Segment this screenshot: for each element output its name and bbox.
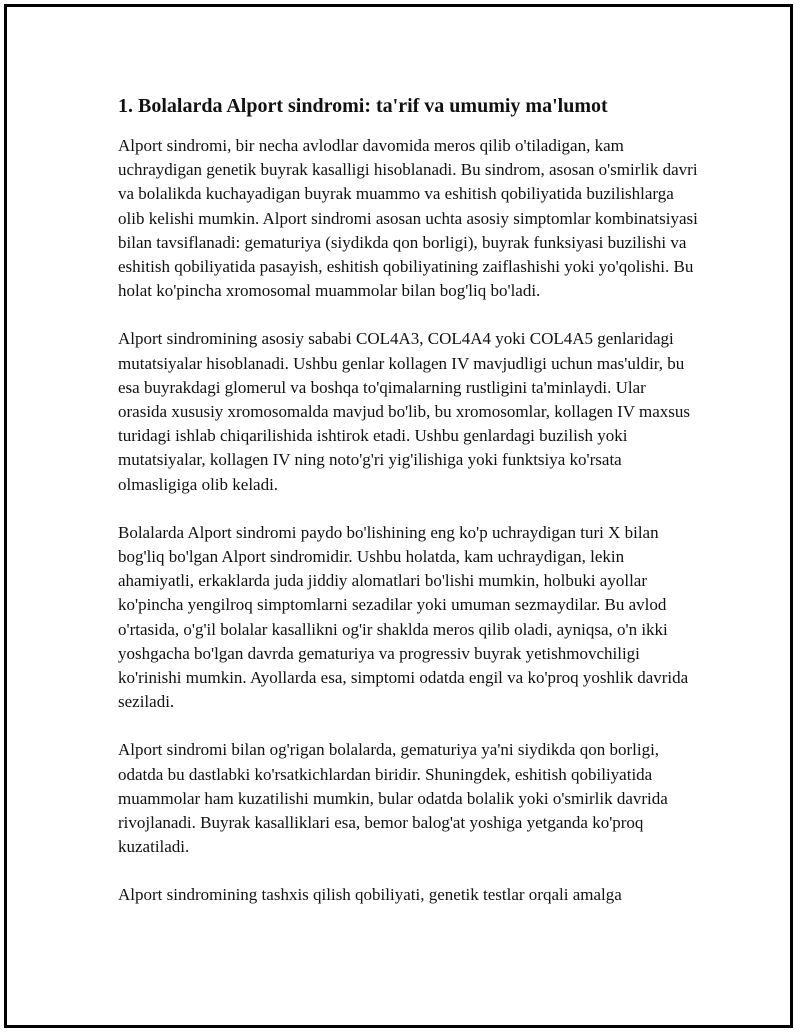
paragraph-1: Alport sindromi, bir necha avlodlar davomida meros qilib o'tiladigan, kam uchraydigan genetik buyrak kasalligi hisoblanadi. Bu sindrom, asosan o'smirlik davri va bolalikda kuchayadigan buyrak muammo va eshitish qobiliyatida buzilishlarga olib kelishi mumkin. Alport sindromi asosan uchta asosiy simptomlar kombinatsiyasi bilan tavsiflanadi: gematuriya (siydikda qon borligi), buyrak funksiyasi buzilishi va eshitish qobiliyatida pasayish, eshitish qobiliyatining zaiflashishi yoki yo'qolishi. Bu holat ko'pincha xromosomal muammolar bilan bog'liq bo'ladi. xyxy=(118,136,698,301)
paragraph-4: Alport sindromi bilan og'rigan bolalarda, gematuriya ya'ni siydikda qon borligi, odatda bu dastlabki ko'rsatkichlardan biridir. Shuningdek, eshitish qobiliyatida muammolar ham kuzatilishi mumkin, bular odatda bolalik yoki o'smirlik davrida rivojlanadi. Buyrak kasalliklari esa, bemor balog'at yoshiga yetganda ko'proq kuzatiladi. xyxy=(118,740,668,857)
paragraph-2: Alport sindromining asosiy sababi COL4A3, COL4A4 yoki COL4A5 genlaridagi mutatsiyalar hisoblanadi. Ushbu genlar kollagen IV mavjudligi uchun mas'uldir, bu esa buyrakdagi glomerul va boshqa to'qimalarning rustligini ta'minlaydi. Ular orasida xususiy xromosomalda mavjud bo'lib, bu xromosomlar, kollagen IV maxsus turidagi ishlab chiqarilishida ishtirok etadi. Ushbu genlardagi buzilish yoki mutatsiyalar, kollagen IV ning noto'g'ri yig'ilishiga yoki funktsiya ko'rsata olmasligiga olib keladi. xyxy=(118,329,690,494)
paragraph-5: Alport sindromining tashxis qilish qobiliyati, genetik testlar orqali amalga xyxy=(118,885,622,905)
section-title: 1. Bolalarda Alport sindromi: ta'rif va umumiy ma'lumot xyxy=(118,95,608,117)
paragraph-3: Bolalarda Alport sindromi paydo bo'lishining eng ko'p uchraydigan turi X bilan bog'liq bo'lgan Alport sindromidir. Ushbu holatda, kam uchraydigan, lekin ahamiyatli, erkaklarda juda jiddiy alomatlari bo'lishi mumkin, holbuki ayollar ko'pincha yengilroq simptomlarni sezadilar yoki umuman sezmaydilar. Bu avlod o'rtasida, o'g'il bolalar kasallikni og'ir shaklda meros qilib oladi, ayniqsa, o'n ikki yoshgacha bo'lgan davrda gematuriya va progressiv buyrak yetishmovchiligi ko'rinishi mumkin. Ayollarda esa, simptomi odatda engil va ko'proq yoshlik davrida seziladi. xyxy=(118,522,689,712)
document-body xyxy=(118,92,698,932)
